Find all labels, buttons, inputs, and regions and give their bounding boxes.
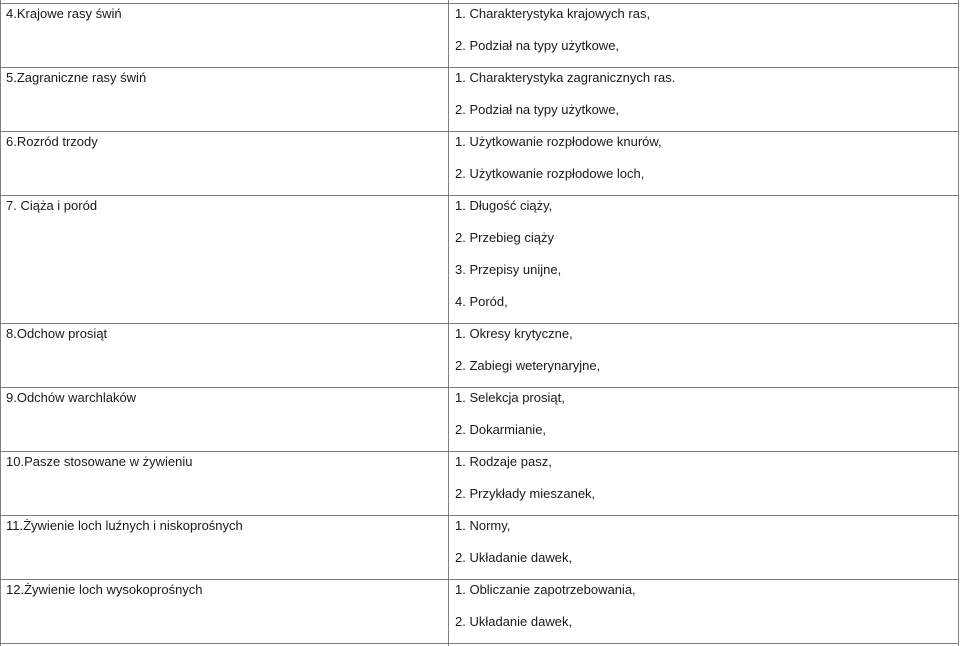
subtopic-item: 1. Długość ciąży,	[455, 198, 553, 213]
row-divider	[0, 3, 959, 4]
topic-cell: 11.Żywienie loch luźnych i niskoprośnych	[6, 518, 243, 533]
subtopic-item: 1. Normy,	[455, 518, 511, 533]
subtopic-item: 3. Przepisy unijne,	[455, 262, 562, 277]
subtopic-item: 2. Użytkowanie rozpłodowe loch,	[455, 166, 645, 181]
subtopic-item: 1. Użytkowanie rozpłodowe knurów,	[455, 134, 662, 149]
topic-cell: 9.Odchów warchlaków	[6, 390, 137, 405]
topic-cell: 5.Zagraniczne rasy świń	[6, 70, 147, 85]
row-divider	[0, 387, 959, 388]
subtopic-item: 2. Układanie dawek,	[455, 614, 573, 629]
subtopic-item: 1. Okresy krytyczne,	[455, 326, 573, 341]
subtopic-item: 1. Selekcja prosiąt,	[455, 390, 565, 405]
subtopic-item: 2. Dokarmianie,	[455, 422, 547, 437]
row-divider	[0, 195, 959, 196]
topic-cell: 8.Odchow prosiąt	[6, 326, 108, 341]
row-divider	[0, 515, 959, 516]
subtopic-item: 1. Rodzaje pasz,	[455, 454, 552, 469]
topic-cell: 12.Żywienie loch wysokoprośnych	[6, 582, 203, 597]
row-divider	[0, 579, 959, 580]
subtopic-item: 2. Układanie dawek,	[455, 550, 573, 565]
subtopic-item: 2. Podział na typy użytkowe,	[455, 38, 620, 53]
subtopic-item: 4. Poród,	[455, 294, 508, 309]
subtopic-item: 2. Zabiegi weterynaryjne,	[455, 358, 601, 373]
subtopic-item: 2. Podział na typy użytkowe,	[455, 102, 620, 117]
topic-cell: 10.Pasze stosowane w żywieniu	[6, 454, 193, 469]
subtopic-item: 2. Przebieg ciąży	[455, 230, 554, 245]
subtopic-item: 1. Charakterystyka krajowych ras,	[455, 6, 651, 21]
topic-cell: 6.Rozród trzody	[6, 134, 98, 149]
subtopic-item: 1. Obliczanie zapotrzebowania,	[455, 582, 636, 597]
subtopic-item: 2. Przykłady mieszanek,	[455, 486, 596, 501]
topic-cell: 7. Ciąża i poród	[6, 198, 98, 213]
topic-cell: 4.Krajowe rasy świń	[6, 6, 122, 21]
subtopic-item: 1. Charakterystyka zagranicznych ras.	[455, 70, 676, 85]
row-divider	[0, 67, 959, 68]
row-divider	[0, 643, 959, 644]
row-divider	[0, 451, 959, 452]
row-divider	[0, 131, 959, 132]
row-divider	[0, 323, 959, 324]
